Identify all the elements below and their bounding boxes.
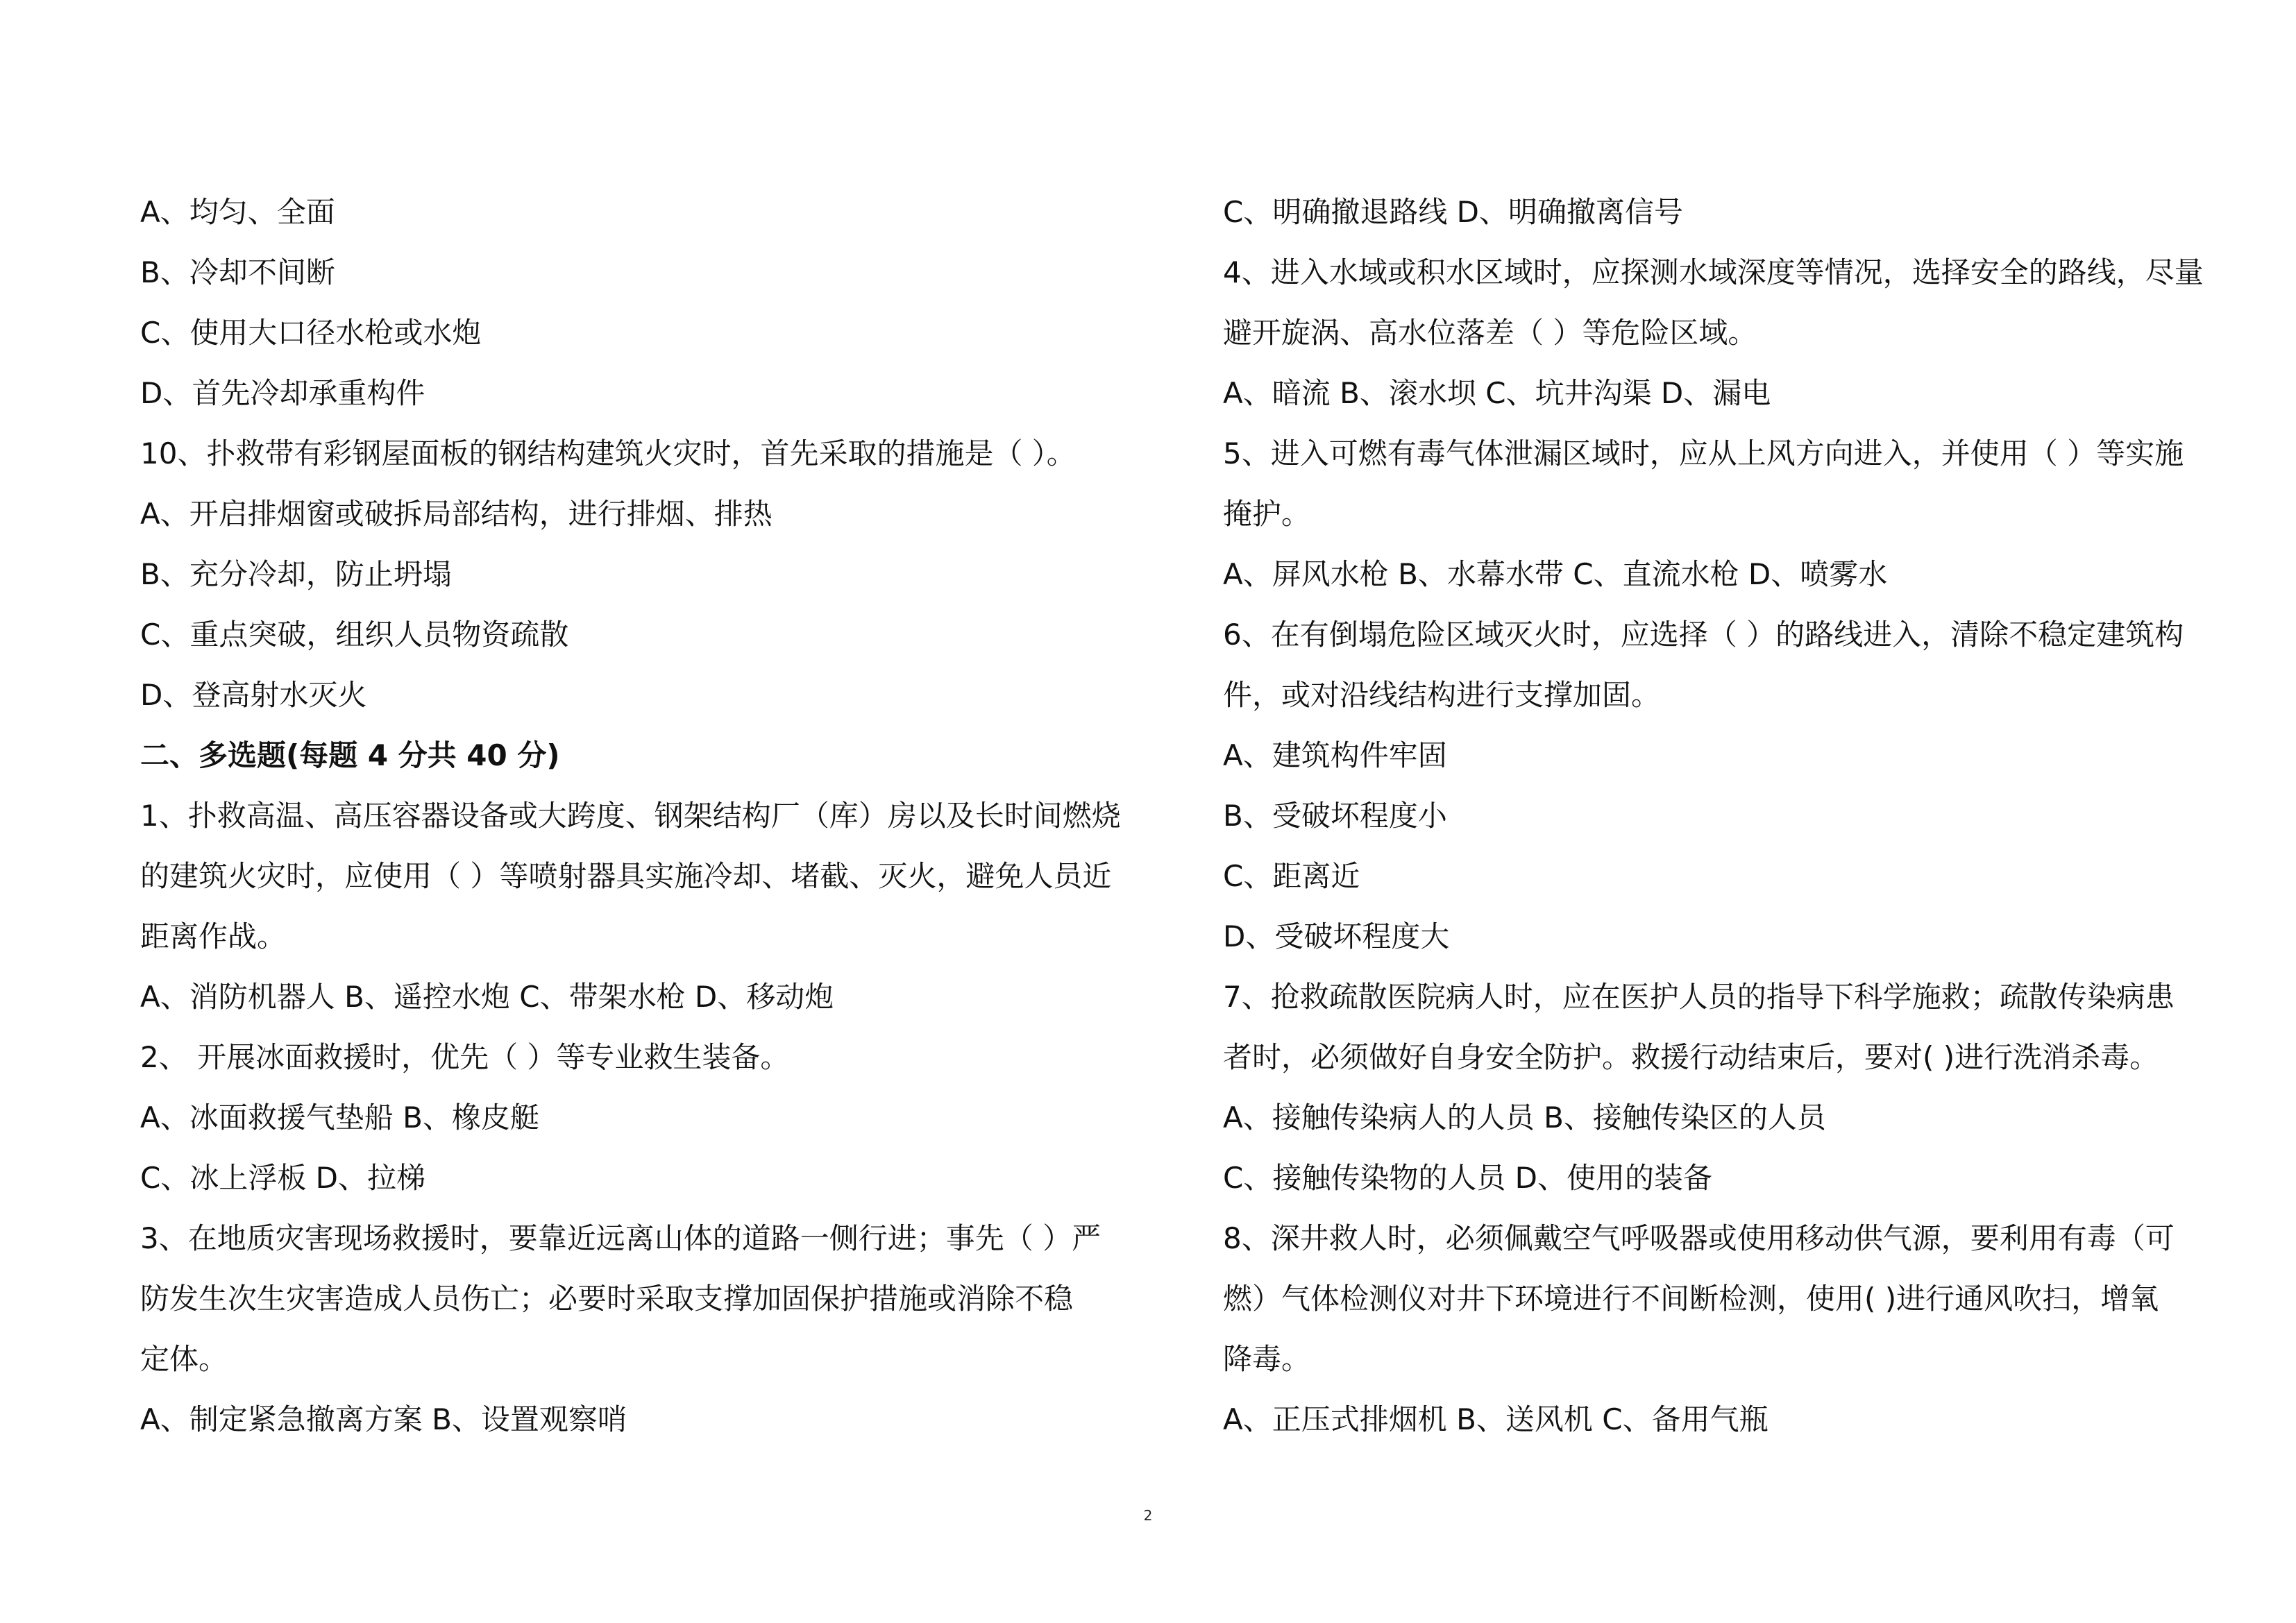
question-line: 件，或对沿线结构进行支撑加固。 [1223, 678, 1661, 712]
option-line: D、受破坏程度大 [1223, 919, 1450, 953]
option-line: A、均匀、全面 [140, 195, 335, 229]
option-line: A、建筑构件牢固 [1223, 738, 1447, 772]
question-line: 1、扑救高温、高压容器设备或大跨度、钢架结构厂（库）房以及长时间燃烧 [140, 799, 1121, 833]
page-number: 2 [1143, 1507, 1153, 1524]
option-line: A、冰面救援气垫船 B、橡皮艇 [140, 1101, 539, 1135]
question-line: 距离作战。 [140, 919, 287, 953]
option-line: A、接触传染病人的人员 B、接触传染区的人员 [1223, 1101, 1826, 1135]
option-line: A、消防机器人 B、遥控水炮 C、带架水枪 D、移动炮 [140, 980, 834, 1014]
option-line: C、接触传染物的人员 D、使用的装备 [1223, 1161, 1713, 1195]
question-line: 4、进入水域或积水区域时，应探测水域深度等情况，选择安全的路线，尽量 [1223, 255, 2204, 289]
option-line: C、使用大口径水枪或水炮 [140, 316, 482, 350]
question-line: 2、 开展冰面救援时，优先（ ）等专业救生装备。 [140, 1040, 790, 1074]
option-line: A、制定紧急撤离方案 B、设置观察哨 [140, 1402, 627, 1436]
option-line: D、登高射水灭火 [140, 678, 367, 712]
option-line: C、冰上浮板 D、拉梯 [140, 1161, 426, 1195]
question-line: 8、深井救人时，必须佩戴空气呼吸器或使用移动供气源，要利用有毒（可 [1223, 1221, 2175, 1255]
question-line: 避开旋涡、高水位落差（ ）等危险区域。 [1223, 316, 1757, 350]
option-line: A、开启排烟窗或破拆局部结构，进行排烟、排热 [140, 497, 773, 531]
option-line: B、受破坏程度小 [1223, 799, 1447, 833]
question-line: 降毒。 [1223, 1342, 1311, 1376]
question-line: 的建筑火灾时，应使用（ ）等喷射器具实施冷却、堵截、灭火，避免人员近 [140, 859, 1112, 893]
left-column [140, 182, 1119, 1450]
option-line: C、重点突破，组织人员物资疏散 [140, 618, 569, 652]
option-line: C、明确撤退路线 D、明确撤离信号 [1223, 195, 1684, 229]
option-line: B、冷却不间断 [140, 255, 335, 289]
question-line: 掩护。 [1223, 497, 1311, 531]
question-line: 定体。 [140, 1342, 228, 1376]
option-line: A、正压式排烟机 B、送风机 C、备用气瓶 [1223, 1402, 1769, 1436]
option-line: A、暗流 B、滚水坝 C、坑井沟渠 D、漏电 [1223, 376, 1771, 410]
question-line: 10、扑救带有彩钢屋面板的钢结构建筑火灾时，首先采取的措施是（ ）。 [140, 436, 1076, 470]
question-line: 燃）气体检测仪对井下环境进行不间断检测，使用( )进行通风吹扫，增氧 [1223, 1282, 2159, 1316]
question-line: 5、进入可燃有毒气体泄漏区域时，应从上风方向进入，并使用（ ）等实施 [1223, 436, 2184, 470]
option-line: A、屏风水枪 B、水幕水带 C、直流水枪 D、喷雾水 [1223, 557, 1888, 591]
question-line: 3、在地质灾害现场救援时，要靠近远离山体的道路一侧行进；事先（ ）严 [140, 1221, 1101, 1255]
option-line: C、距离近 [1223, 859, 1360, 893]
question-line: 7、抢救疏散医院病人时，应在医护人员的指导下科学施救；疏散传染病患 [1223, 980, 2175, 1014]
question-line: 者时，必须做好自身安全防护。救援行动结束后，要对( )进行洗消杀毒。 [1223, 1040, 2159, 1074]
section-heading: 二、多选题(每题 4 分共 40 分) [140, 738, 560, 772]
question-line: 防发生次生灾害造成人员伤亡；必要时采取支撑加固保护措施或消除不稳 [140, 1282, 1074, 1316]
option-line: B、充分冷却，防止坍塌 [140, 557, 452, 591]
question-line: 6、在有倒塌危险区域灭火时，应选择（ ）的路线进入，清除不稳定建筑构 [1223, 618, 2184, 652]
option-line: D、首先冷却承重构件 [140, 376, 425, 410]
right-column [1223, 182, 2204, 1450]
